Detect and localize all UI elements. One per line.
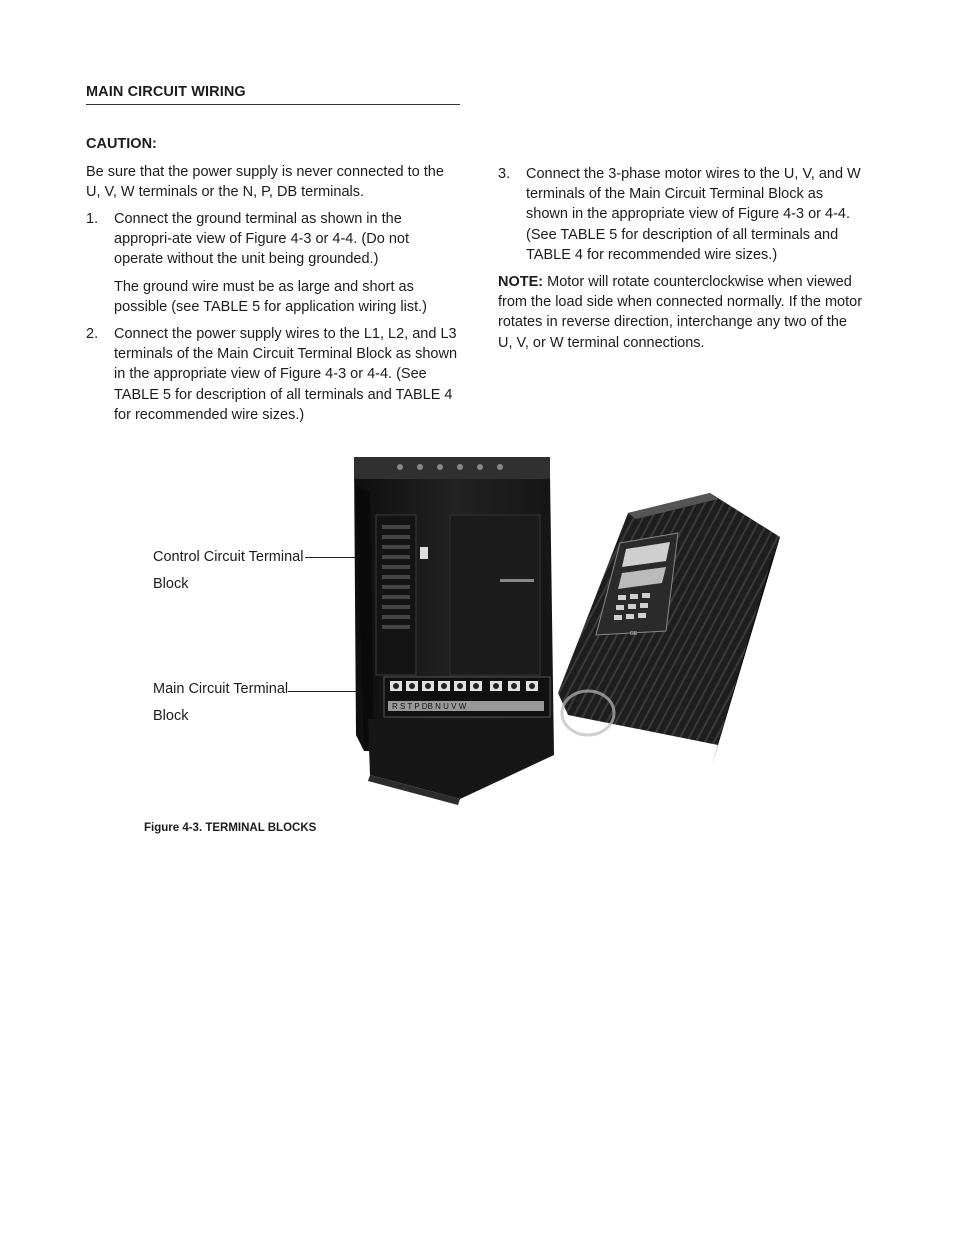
- terminal-strip-labels: R S T P DB N U V W: [392, 702, 467, 711]
- front-cover: [558, 493, 780, 765]
- step-number: 2.: [86, 326, 99, 342]
- step-text: Connect the ground terminal as shown in the appropri-ate view of Figure 4-3 or 4-4. (Do not operate without the unit being grounded.): [114, 211, 409, 268]
- step-text: Connect the 3-phase motor wires to the U, V, and W terminals of the Main Circuit Terminal Block as shown in the appropriate view of Figure 4-3 or 4-4. (See TABLE 5 for description of all terminals and TABLE 4 for recommended wire sizes.): [526, 166, 861, 263]
- figure-caption: Figure 4-3. TERMINAL BLOCKS: [144, 822, 317, 834]
- cover-logo-text: GE: [630, 631, 638, 637]
- caution-heading: CAUTION:: [86, 136, 157, 152]
- drive-unit-photo: [340, 455, 790, 805]
- step-number: 3.: [498, 166, 511, 182]
- main-circuit-label: Main Circuit Terminal Block: [153, 681, 289, 724]
- step-text: Connect the power supply wires to the L1, L2, and L3 terminals of the Main Circuit Terminal Block as shown in the appropriate view of Figure 4-3 or 4-4. (See TABLE 5 for description of all terminals and TABLE 4 for recommended wire sizes.): [114, 326, 458, 423]
- control-circuit-label: Control Circuit Terminal Block: [153, 549, 304, 592]
- note-label: NOTE:: [498, 274, 544, 290]
- step-1-note: The ground wire must be as large and short as possible (see TABLE 5 for application wiring list.): [114, 279, 427, 316]
- drive-chassis: [354, 457, 554, 805]
- section-title: MAIN CIRCUIT WIRING: [86, 84, 460, 105]
- note-text: Motor will rotate counterclockwise when viewed from the load side when connected normally. If the motor rotates in reverse direction, interchange any two of the U, V, or W terminal connections.: [498, 274, 863, 351]
- caution-text: Be sure that the power supply is never connected to the U, V, W terminals or the N, P, DB terminals.: [86, 164, 444, 201]
- step-number: 1.: [86, 211, 99, 227]
- note-paragraph: [498, 272, 864, 353]
